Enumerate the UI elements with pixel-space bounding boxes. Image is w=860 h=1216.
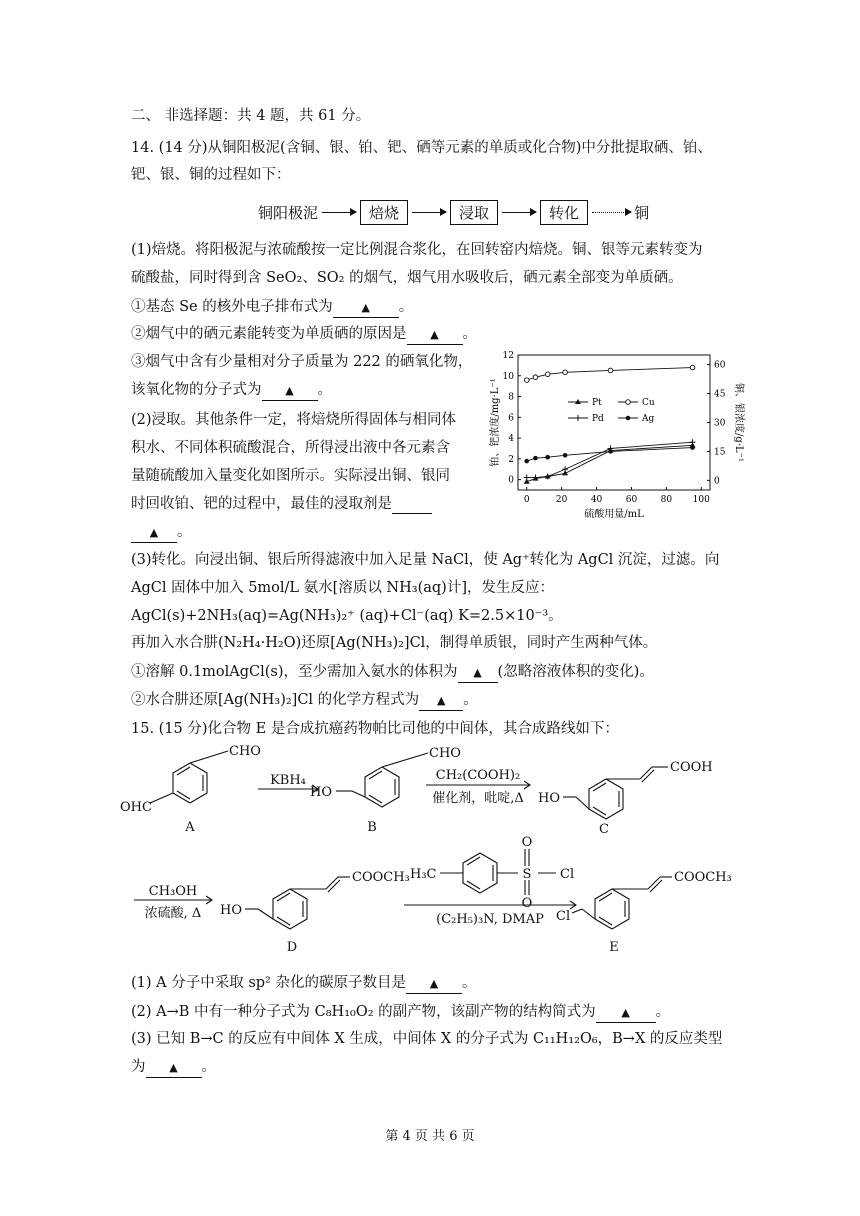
- q14-intro-line2: 钯、银、铜的过程如下：: [131, 167, 291, 183]
- y-left-tick-label: 10: [502, 371, 514, 382]
- legend-label-pd: Pd: [592, 414, 604, 424]
- q15-s2: (2) A→B 中有一种分子式为 C₈H₁₀O₂ 的副产物，该副产物的结构简式为 ▲ 。: [131, 1002, 670, 1023]
- label-b: B: [367, 820, 377, 835]
- reagent-cd-top: CH₃OH: [148, 884, 198, 899]
- q15-s1: (1) A 分子中采取 sp² 杂化的碳原子数目是 ▲ 。: [131, 973, 476, 994]
- answer-blank[interactable]: [392, 495, 432, 514]
- label-a: A: [185, 820, 195, 835]
- flow-arrow: [322, 212, 356, 213]
- q14-p3-equation: AgCl(s)+2NH₃(aq)=Ag(NH₃)₂⁺ (aq)+Cl⁻(aq) K=2.5×10⁻³。: [131, 608, 563, 624]
- x-tick-label: 40: [590, 495, 603, 505]
- y-right-tick-label: 15: [714, 447, 726, 458]
- y-left-tick-label: 8: [508, 392, 514, 403]
- group-h3c: H₃C: [410, 867, 437, 882]
- data-point-ag: [690, 445, 695, 450]
- q14-p3b: ②水合肼还原[Ag(NH₃)₂]Cl 的化学方程式为 ▲ 。: [131, 690, 478, 711]
- y-left-axis-label: 铂、钯浓度/mg·L⁻¹: [490, 378, 501, 467]
- group-ho: HO: [538, 791, 560, 806]
- group-ho: HO: [310, 785, 332, 800]
- legend-marker-ag: [626, 416, 631, 421]
- data-point-ag: [545, 455, 550, 460]
- q15-s3-line2: 为 ▲ 。: [131, 1057, 216, 1078]
- leaching-chart: [478, 345, 750, 525]
- x-axis-label: 硫酸用量/mL: [584, 509, 644, 520]
- atom-cl: Cl: [560, 867, 575, 882]
- data-point-cu: [690, 365, 695, 370]
- data-point-cu: [608, 368, 613, 373]
- q14-p1c-line2: 该氧化物的分子式为 ▲ 。: [131, 380, 332, 401]
- legend-marker-pt: [575, 399, 581, 404]
- q15-s3-line1: (3) 已知 B→C 的反应有中间体 X 生成，中间体 X 的分子式为 C₁₁H₁₂O₆，B→X 的反应类型: [131, 1031, 723, 1047]
- group-cl: Cl: [556, 909, 571, 924]
- flow-step-roast: 焙烧: [360, 200, 408, 225]
- y-right-axis-label: 铜、银浓度/g·L⁻¹: [733, 383, 744, 462]
- group-cooh: COOH: [670, 760, 713, 775]
- q14-p3-line2: AgCl 固体中加入 5mol/L 氨水[溶质以 NH₃(aq)计]，发生反应：: [131, 580, 554, 596]
- y-left-tick-label: 2: [508, 454, 514, 465]
- y-right-tick-label: 60: [714, 360, 726, 371]
- answer-blank[interactable]: ▲: [407, 325, 463, 345]
- data-point-ag: [608, 449, 613, 454]
- y-left-tick-label: 6: [508, 413, 514, 424]
- q14-p2-line1: (2)浸取。其他条件一定，将焙烧所得固体与相同体: [131, 412, 457, 428]
- answer-blank[interactable]: ▲: [262, 381, 318, 401]
- x-tick-label: 20: [555, 495, 568, 505]
- x-tick-label: 80: [660, 495, 673, 505]
- q14-p2-line4: 时回收铂、钯的过程中，最佳的浸取剂是: [131, 494, 432, 514]
- q14-p2-line5: ▲ 。: [131, 522, 192, 543]
- q14-p1-line2: 硫酸盐，同时得到含 SeO₂、SO₂ 的烟气，烟气用水吸收后，硒元素全部变为单质硒。: [131, 270, 683, 286]
- y-right-tick-label: 0: [714, 476, 720, 487]
- q14-p2-line3: 量随硫酸加入量变化如图所示。实际浸出铜、银同: [131, 468, 450, 484]
- flow-step-convert: 转化: [540, 200, 588, 225]
- atom-s: S: [522, 867, 532, 882]
- legend-label-pt: Pt: [592, 398, 602, 408]
- legend-marker-cu: [626, 400, 631, 405]
- y-left-tick-label: 12: [502, 351, 514, 361]
- flow-arrow: [502, 212, 536, 213]
- group-ho: HO: [220, 903, 242, 918]
- page-footer: 第 4 页 共 6 页: [385, 1129, 475, 1144]
- data-point-ag: [524, 459, 529, 464]
- q14-p3-line3: 再加入水合肼(N₂H₄·H₂O)还原[Ag(NH₃)₂]Cl，制得单质银，同时产生两种气体。: [131, 635, 658, 651]
- legend-label-ag: Ag: [642, 414, 655, 424]
- y-left-tick-label: 0: [508, 475, 514, 486]
- x-tick-label: 0: [523, 495, 530, 505]
- q14-p1a: ①基态 Se 的核外电子排布式为 ▲ 。: [131, 297, 413, 318]
- answer-blank[interactable]: ▲: [419, 691, 463, 711]
- q14-p1-line1: (1)焙烧。将阳极泥与浓硫酸按一定比例混合浆化，在回转窑内焙烧。铜、银等元素转变为: [131, 242, 703, 258]
- group-cooch3: COOCH₃: [674, 870, 732, 885]
- reagent-bc-bottom: 催化剂，吡啶,Δ: [432, 791, 524, 806]
- q14-p1c-line1: ③烟气中含有少量相对分子质量为 222 的硒氧化物，: [131, 354, 473, 370]
- label-d: D: [286, 940, 298, 955]
- y-left-tick-label: 4: [508, 434, 514, 445]
- atom-o: O: [521, 896, 533, 911]
- q14-p3-line1: (3)转化。向浸出铜、银后所得滤液中加入足量 NaCl，使 Ag⁺转化为 AgCl 沉淀，过滤。向: [131, 552, 720, 568]
- data-point-cu: [524, 378, 529, 383]
- q14-p2-line2: 积水、不同体积硫酸混合，所得浸出液中各元素含: [131, 440, 450, 456]
- q14-intro-line1: 14. (14 分)从铜阳极泥(含铜、银、铂、钯、硒等元素的单质或化合物)中分批提取硒、铂、: [131, 140, 712, 156]
- data-point-cu: [545, 372, 550, 377]
- y-right-tick-label: 30: [714, 418, 726, 429]
- q14-p3a: ①溶解 0.1molAgCl(s)，至少需加入氨水的体积为 ▲ (忽略溶液体积的变化)。: [131, 662, 654, 683]
- x-tick-label: 100: [692, 495, 710, 505]
- group-ohc: OHC: [120, 800, 152, 815]
- flow-start: 铜阳极泥: [258, 203, 319, 222]
- answer-blank[interactable]: ▲: [406, 974, 462, 994]
- atom-o: O: [521, 835, 533, 850]
- flow-end: 铜: [634, 203, 650, 222]
- label-e: E: [609, 940, 619, 955]
- group-cho: CHO: [229, 745, 261, 759]
- answer-blank[interactable]: ▲: [596, 1003, 656, 1023]
- reagent-cd-bottom: 浓硫酸, Δ: [144, 906, 202, 921]
- answer-blank[interactable]: ▲: [333, 298, 399, 318]
- q14-p1b: ②烟气中的硒元素能转变为单质硒的原因是 ▲ 。: [131, 324, 477, 345]
- synthesis-scheme: [0, 745, 860, 965]
- group-cooch3: COOCH₃: [352, 870, 410, 885]
- process-flow: [258, 198, 649, 226]
- flow-dotted-arrow: [592, 212, 630, 213]
- legend-label-cu: Cu: [642, 398, 655, 408]
- answer-blank[interactable]: ▲: [146, 1058, 202, 1078]
- x-tick-label: 60: [625, 495, 638, 505]
- data-point-cu: [563, 370, 568, 375]
- answer-blank[interactable]: ▲: [458, 663, 498, 683]
- series-line-pd: [527, 442, 693, 477]
- data-point-ag: [563, 453, 568, 458]
- label-c: C: [599, 822, 609, 837]
- y-right-tick-label: 45: [714, 389, 726, 400]
- group-cho: CHO: [429, 746, 461, 761]
- flow-arrow: [412, 212, 446, 213]
- q15-intro: 15. (15 分)化合物 E 是合成抗癌药物帕比司他的中间体，其合成路线如下：: [131, 721, 619, 737]
- answer-blank[interactable]: ▲: [131, 523, 177, 543]
- data-point-ag: [533, 456, 538, 461]
- reagent-de-bottom: (C₂H₅)₃N, DMAP: [436, 912, 544, 927]
- reagent-ab: KBH₄: [270, 773, 306, 788]
- flow-step-leach: 浸取: [450, 200, 498, 225]
- data-point-cu: [533, 375, 538, 380]
- reagent-bc-top: CH₂(COOH)₂: [435, 768, 521, 783]
- section-header: 二、 非选择题：共 4 题，共 61 分。: [131, 108, 371, 124]
